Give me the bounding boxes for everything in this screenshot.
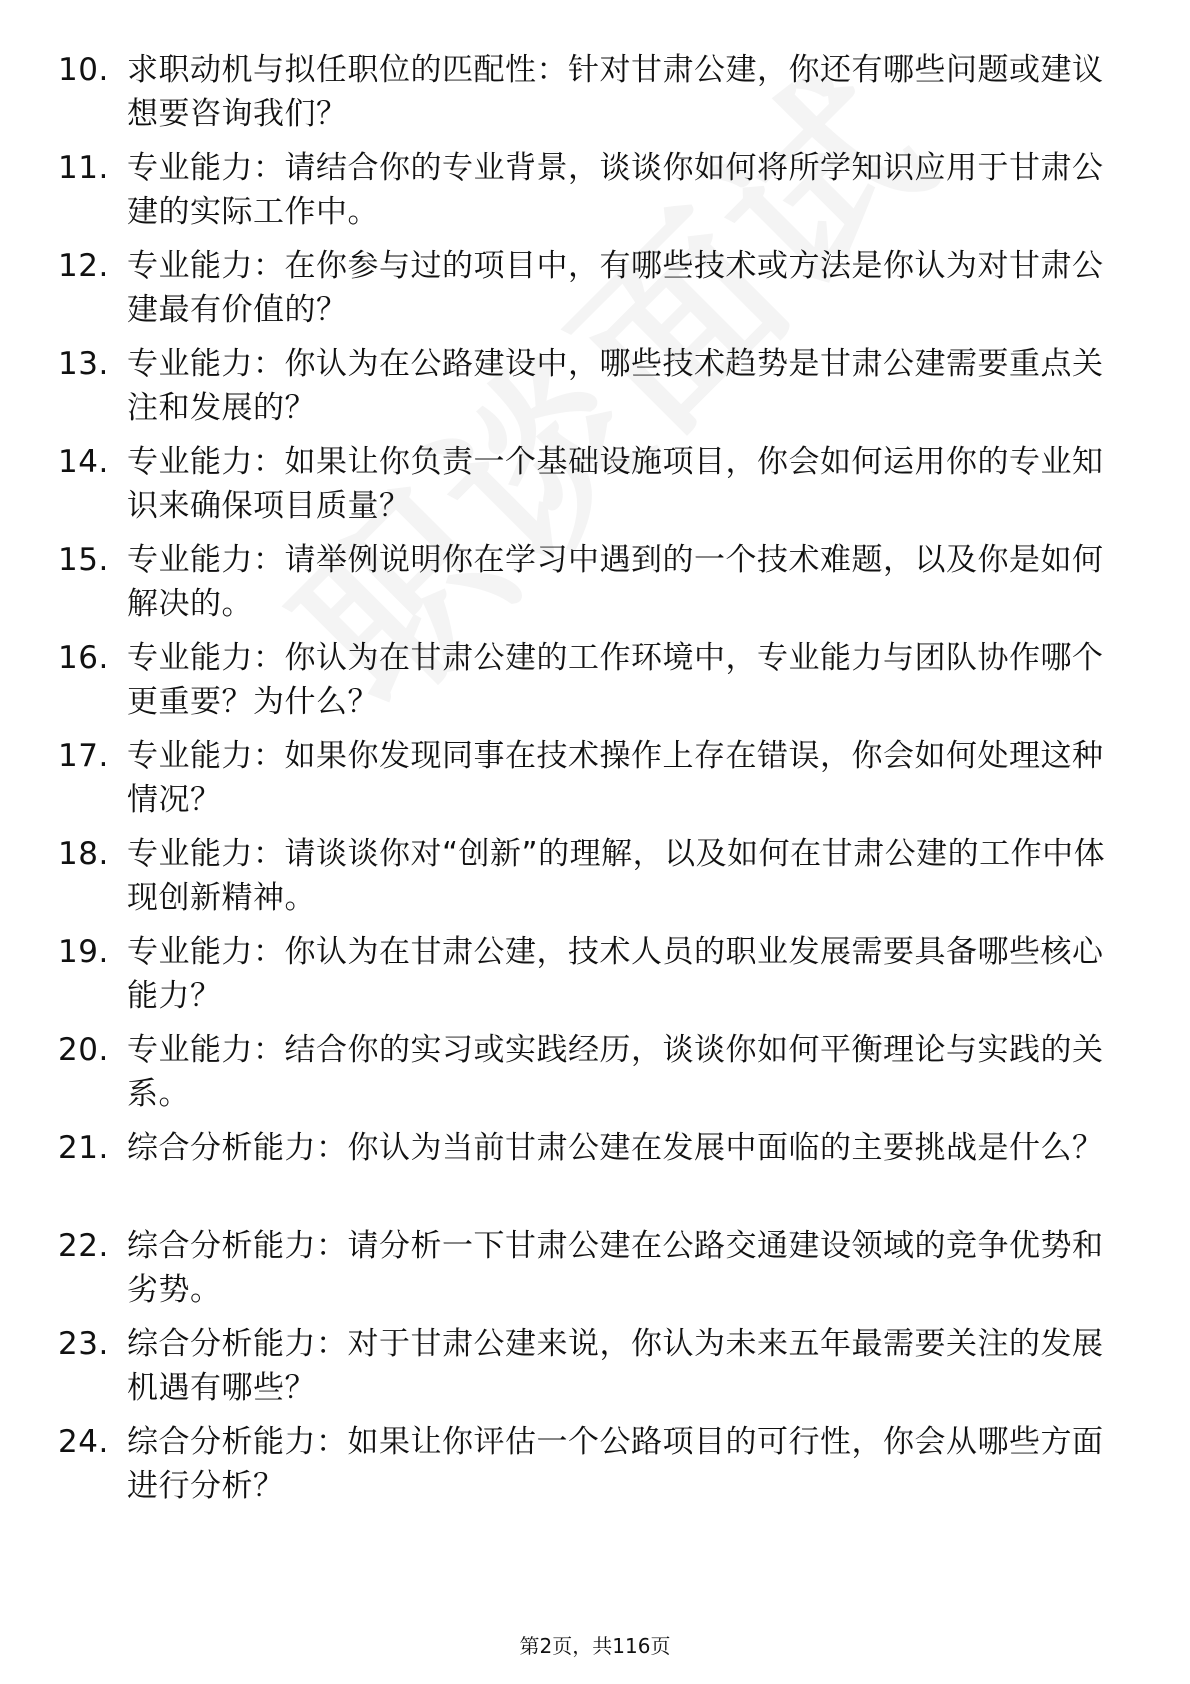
question-text: 综合分析能力：如果让你评估一个公路项目的可行性，你会从哪些方面进行分析？	[127, 1424, 1104, 1504]
question-text: 专业能力：在你参与过的项目中，有哪些技术或方法是你认为对甘肃公建最有价值的？	[127, 248, 1104, 328]
question-number: 23.	[58, 1326, 109, 1362]
question-text: 专业能力：如果你发现同事在技术操作上存在错误，你会如何处理这种情况？	[127, 738, 1104, 818]
question-item	[0, 1322, 1190, 1420]
question-item	[0, 1224, 1190, 1322]
question-text: 专业能力：你认为在甘肃公建，技术人员的职业发展需要具备哪些核心能力？	[127, 934, 1104, 1014]
question-item	[0, 244, 1190, 342]
question-number: 19.	[58, 934, 109, 970]
question-item	[0, 342, 1190, 440]
question-number: 21.	[58, 1130, 109, 1166]
question-text: 专业能力：你认为在甘肃公建的工作环境中，专业能力与团队协作哪个更重要？为什么？	[127, 640, 1104, 720]
question-number: 18.	[58, 836, 109, 872]
question-text: 求职动机与拟任职位的匹配性：针对甘肃公建，你还有哪些问题或建议想要咨询我们？	[127, 52, 1104, 132]
question-number: 15.	[58, 542, 109, 578]
question-item	[0, 146, 1190, 244]
question-number: 14.	[58, 444, 109, 480]
question-number: 24.	[58, 1424, 109, 1460]
question-item	[0, 930, 1190, 1028]
question-list	[0, 48, 1190, 1518]
question-text: 专业能力：结合你的实习或实践经历，谈谈你如何平衡理论与实践的关系。	[127, 1032, 1104, 1112]
question-item	[0, 832, 1190, 930]
question-number: 17.	[58, 738, 109, 774]
question-number: 22.	[58, 1228, 109, 1264]
question-item	[0, 1028, 1190, 1126]
question-text: 专业能力：你认为在公路建设中，哪些技术趋势是甘肃公建需要重点关注和发展的？	[127, 346, 1104, 426]
question-item	[0, 734, 1190, 832]
question-text: 专业能力：请举例说明你在学习中遇到的一个技术难题，以及你是如何解决的。	[127, 542, 1104, 622]
question-text: 综合分析能力：请分析一下甘肃公建在公路交通建设领域的竞争优势和劣势。	[127, 1228, 1104, 1308]
question-text: 专业能力：如果让你负责一个基础设施项目，你会如何运用你的专业知识来确保项目质量？	[127, 444, 1104, 524]
question-text: 专业能力：请谈谈你对“创新”的理解，以及如何在甘肃公建的工作中体现创新精神。	[127, 836, 1106, 916]
question-number: 20.	[58, 1032, 109, 1068]
question-number: 10.	[58, 52, 109, 88]
page-footer: 第2页，共116页	[519, 1634, 671, 1658]
question-item	[0, 440, 1190, 538]
question-text: 综合分析能力：对于甘肃公建来说，你认为未来五年最需要关注的发展机遇有哪些？	[127, 1326, 1104, 1406]
question-item	[0, 48, 1190, 146]
question-text: 专业能力：请结合你的专业背景，谈谈你如何将所学知识应用于甘肃公建的实际工作中。	[127, 150, 1104, 230]
question-number: 13.	[58, 346, 109, 382]
question-number: 16.	[58, 640, 109, 676]
question-text: 综合分析能力：你认为当前甘肃公建在发展中面临的主要挑战是什么？	[127, 1130, 1104, 1166]
question-item	[0, 1420, 1190, 1518]
question-number: 12.	[58, 248, 109, 284]
question-item	[0, 538, 1190, 636]
question-item	[0, 636, 1190, 734]
question-item	[0, 1126, 1190, 1224]
question-number: 11.	[58, 150, 109, 186]
